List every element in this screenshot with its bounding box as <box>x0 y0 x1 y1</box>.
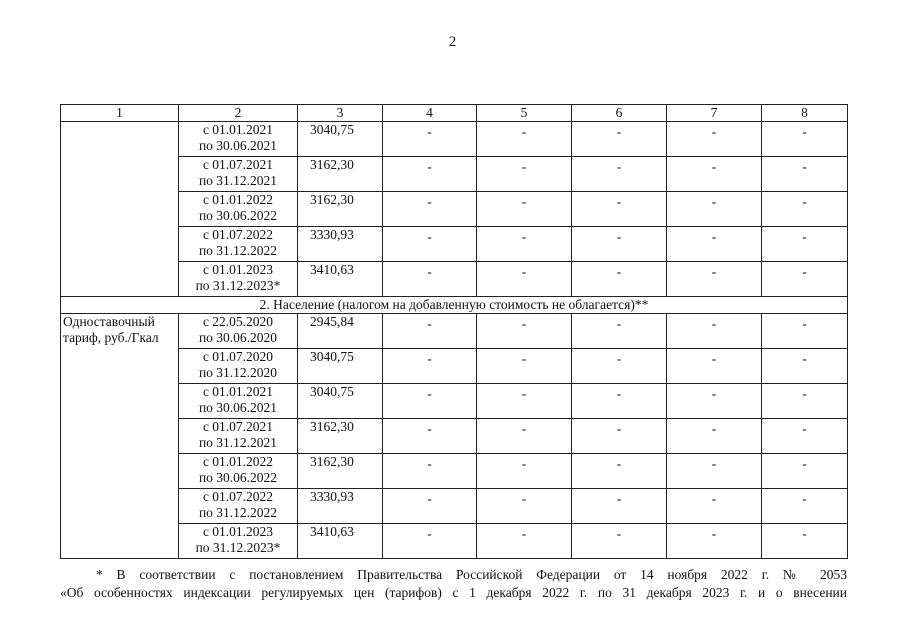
tariff-type-label: Одноставочный <box>63 314 155 329</box>
empty-dash-cell: - <box>477 157 572 192</box>
tariff-row <box>61 524 848 559</box>
empty-dash-cell: - <box>762 524 848 559</box>
period-from: с 01.01.2022 <box>202 192 274 207</box>
empty-dash-cell: - <box>762 262 848 297</box>
column-number: 5 <box>477 105 572 122</box>
period-cell <box>179 454 298 489</box>
period-cell <box>179 227 298 262</box>
tariff-table <box>60 104 848 559</box>
empty-dash-cell: - <box>477 314 572 349</box>
page-number: 2 <box>448 34 457 50</box>
empty-dash-cell: - <box>383 454 477 489</box>
empty-dash-cell: - <box>572 192 667 227</box>
tariff-type-cell <box>61 122 179 297</box>
period-to: по 31.12.2023* <box>195 540 281 555</box>
tariff-type-cell <box>61 314 179 559</box>
empty-dash-cell: - <box>572 489 667 524</box>
empty-dash-cell: - <box>667 384 762 419</box>
empty-dash-cell: - <box>572 227 667 262</box>
period-to: по 31.12.2020 <box>198 365 278 380</box>
column-number: 1 <box>61 105 179 122</box>
period-from: с 01.07.2020 <box>202 349 274 364</box>
period-from: с 01.07.2022 <box>202 489 274 504</box>
period-from: с 01.01.2022 <box>202 454 274 469</box>
period-cell <box>179 157 298 192</box>
tariff-value: 3162,30 <box>298 454 383 489</box>
empty-dash-cell: - <box>477 349 572 384</box>
footnote-line: * В соответствии с постановлением Правительства Российской Федерации от 14 ноября 2022 г. № 2053 <box>96 567 847 582</box>
empty-dash-cell: - <box>667 122 762 157</box>
empty-dash-cell: - <box>383 524 477 559</box>
period-cell <box>179 122 298 157</box>
period-cell <box>179 524 298 559</box>
empty-dash-cell: - <box>477 419 572 454</box>
empty-dash-cell: - <box>762 122 848 157</box>
period-cell <box>179 192 298 227</box>
period-cell <box>179 489 298 524</box>
period-cell <box>179 262 298 297</box>
tariff-row <box>61 384 848 419</box>
period-to: по 30.06.2022 <box>198 470 278 485</box>
empty-dash-cell: - <box>477 384 572 419</box>
period-cell <box>179 384 298 419</box>
empty-dash-cell: - <box>572 122 667 157</box>
period-from: с 01.01.2021 <box>202 384 274 399</box>
empty-dash-cell: - <box>572 157 667 192</box>
empty-dash-cell: - <box>477 227 572 262</box>
empty-dash-cell: - <box>667 262 762 297</box>
section-row <box>61 297 848 314</box>
column-number: 3 <box>298 105 383 122</box>
period-from: с 01.07.2021 <box>202 157 274 172</box>
tariff-row <box>61 262 848 297</box>
tariff-row <box>61 122 848 157</box>
period-cell <box>179 314 298 349</box>
column-number: 8 <box>762 105 848 122</box>
tariff-value: 3040,75 <box>298 122 383 157</box>
empty-dash-cell: - <box>762 349 848 384</box>
period-to: по 31.12.2022 <box>198 505 278 520</box>
period-to: по 31.12.2021 <box>198 435 278 450</box>
tariff-row <box>61 489 848 524</box>
empty-dash-cell: - <box>762 454 848 489</box>
period-cell <box>179 349 298 384</box>
tariff-value: 3162,30 <box>298 419 383 454</box>
empty-dash-cell: - <box>477 489 572 524</box>
empty-dash-cell: - <box>383 349 477 384</box>
tariff-value: 3040,75 <box>298 384 383 419</box>
tariff-value: 3330,93 <box>298 227 383 262</box>
tariff-value: 3330,93 <box>298 489 383 524</box>
empty-dash-cell: - <box>383 192 477 227</box>
period-to: по 31.12.2021 <box>198 173 278 188</box>
empty-dash-cell: - <box>383 157 477 192</box>
tariff-row <box>61 192 848 227</box>
empty-dash-cell: - <box>383 384 477 419</box>
empty-dash-cell: - <box>572 384 667 419</box>
empty-dash-cell: - <box>477 524 572 559</box>
empty-dash-cell: - <box>667 454 762 489</box>
footnote-line: «Об особенностях индексации регулируемых цен (тарифов) с 1 декабря 2022 г. по 31 декабря 2023 г. и о внесении <box>60 585 847 600</box>
column-number-row <box>61 105 848 122</box>
tariff-row <box>61 314 848 349</box>
empty-dash-cell: - <box>572 524 667 559</box>
period-to: по 31.12.2023* <box>195 278 281 293</box>
period-from: с 01.07.2021 <box>202 419 274 434</box>
empty-dash-cell: - <box>667 524 762 559</box>
empty-dash-cell: - <box>572 262 667 297</box>
period-from: с 01.07.2022 <box>202 227 274 242</box>
period-to: по 30.06.2021 <box>198 138 278 153</box>
empty-dash-cell: - <box>667 489 762 524</box>
empty-dash-cell: - <box>477 122 572 157</box>
empty-dash-cell: - <box>383 227 477 262</box>
tariff-value: 3410,63 <box>298 262 383 297</box>
tariff-value: 3162,30 <box>298 157 383 192</box>
empty-dash-cell: - <box>762 157 848 192</box>
tariff-value: 3162,30 <box>298 192 383 227</box>
footnote <box>60 566 847 602</box>
column-number: 6 <box>572 105 667 122</box>
tariff-row <box>61 454 848 489</box>
empty-dash-cell: - <box>762 314 848 349</box>
empty-dash-cell: - <box>383 489 477 524</box>
empty-dash-cell: - <box>667 314 762 349</box>
empty-dash-cell: - <box>383 314 477 349</box>
tariff-value: 3410,63 <box>298 524 383 559</box>
empty-dash-cell: - <box>762 192 848 227</box>
empty-dash-cell: - <box>762 227 848 262</box>
period-to: по 30.06.2021 <box>198 400 278 415</box>
empty-dash-cell: - <box>667 349 762 384</box>
tariff-row <box>61 227 848 262</box>
empty-dash-cell: - <box>762 384 848 419</box>
empty-dash-cell: - <box>477 192 572 227</box>
period-from: с 01.01.2021 <box>202 122 274 137</box>
period-from: с 22.05.2020 <box>202 314 274 329</box>
period-cell <box>179 419 298 454</box>
empty-dash-cell: - <box>572 419 667 454</box>
section-title: 2. Население (налогом на добавленную стоимость не облагается)** <box>61 297 848 314</box>
period-to: по 30.06.2022 <box>198 208 278 223</box>
column-number: 2 <box>179 105 298 122</box>
period-from: с 01.01.2023 <box>202 262 274 277</box>
empty-dash-cell: - <box>572 314 667 349</box>
period-from: с 01.01.2023 <box>202 524 274 539</box>
tariff-row <box>61 157 848 192</box>
empty-dash-cell: - <box>477 262 572 297</box>
empty-dash-cell: - <box>667 227 762 262</box>
tariff-value: 2945,84 <box>298 314 383 349</box>
tariff-type-label: тариф, руб./Гкал <box>63 330 159 345</box>
tariff-value: 3040,75 <box>298 349 383 384</box>
column-number: 7 <box>667 105 762 122</box>
tariff-row <box>61 349 848 384</box>
empty-dash-cell: - <box>667 157 762 192</box>
empty-dash-cell: - <box>762 489 848 524</box>
empty-dash-cell: - <box>667 192 762 227</box>
period-to: по 30.06.2020 <box>198 330 278 345</box>
empty-dash-cell: - <box>572 454 667 489</box>
empty-dash-cell: - <box>383 262 477 297</box>
empty-dash-cell: - <box>477 454 572 489</box>
period-to: по 31.12.2022 <box>198 243 278 258</box>
tariff-row <box>61 419 848 454</box>
empty-dash-cell: - <box>762 419 848 454</box>
empty-dash-cell: - <box>383 122 477 157</box>
column-number: 4 <box>383 105 477 122</box>
empty-dash-cell: - <box>667 419 762 454</box>
empty-dash-cell: - <box>383 419 477 454</box>
empty-dash-cell: - <box>572 349 667 384</box>
